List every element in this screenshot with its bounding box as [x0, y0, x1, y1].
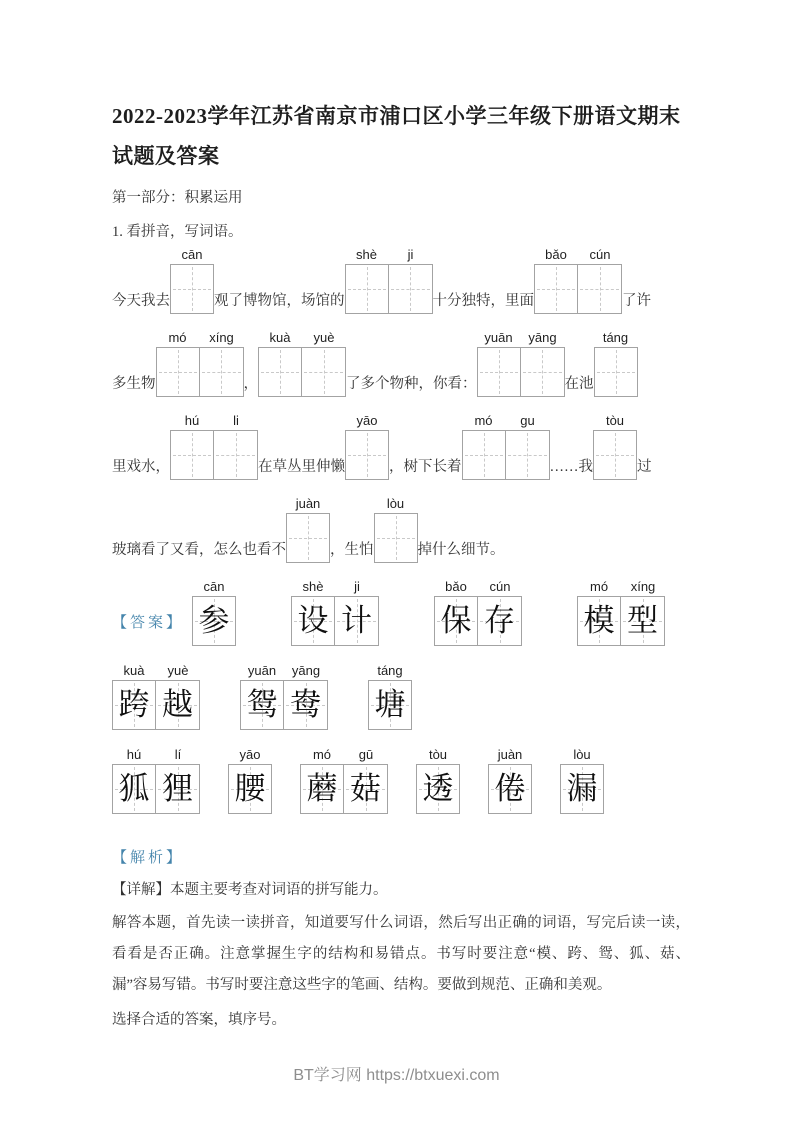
- pinyin-row: [291, 580, 379, 594]
- pinyin-row: [416, 748, 460, 762]
- detail-label: 【详解】: [112, 882, 170, 898]
- pinyin-label: lòu: [386, 496, 405, 511]
- answer-groups: [112, 664, 693, 730]
- writing-grid: [170, 264, 214, 314]
- writing-grid: [258, 347, 346, 397]
- pinyin-row: [112, 748, 200, 762]
- pinyin-label: shè: [302, 579, 324, 594]
- answer-groups: [112, 748, 693, 814]
- pinyin-label: bǎo: [545, 247, 567, 262]
- grid-cell: [621, 596, 665, 646]
- grid-cell: [577, 596, 621, 646]
- pinyin-label: hú: [126, 747, 142, 762]
- analysis-label: 【解析】: [112, 850, 185, 866]
- pinyin-row: [156, 331, 244, 345]
- question-line: [112, 497, 693, 563]
- grid-cell: [112, 764, 156, 814]
- pinyin-row: [593, 414, 637, 428]
- pinyin-row: [594, 331, 638, 345]
- pinyin-grid-group: [560, 748, 604, 814]
- answer-groups: [192, 580, 665, 646]
- pinyin-label: juàn: [295, 496, 321, 511]
- pinyin-grid-group: [477, 331, 565, 397]
- writing-grid: [345, 430, 389, 480]
- pinyin-grid-group: [156, 331, 244, 397]
- question-text: 掉什么细节。: [417, 542, 505, 558]
- pinyin-grid-group: [594, 331, 638, 397]
- grid-cell: [434, 596, 478, 646]
- detail-line: [112, 875, 693, 906]
- answer-character: 透: [422, 770, 454, 807]
- writing-grid: [112, 680, 200, 730]
- detail-paragraph: 解答本题，首先读一读拼音，知道要写什么词语，然后写出正确的词语，写完后读一读，看看是否正确。注意掌握生字的结构和易错点。书写时要注意“模、跨、鸳、狐、菇、漏”容易写错。书写时要注意这些字的笔画、结构。要做到规范、正确和美观。: [112, 915, 690, 993]
- grid-cell: [156, 680, 200, 730]
- answer-character: 腰: [234, 770, 266, 807]
- grid-cell: [302, 347, 346, 397]
- pinyin-label: kuà: [269, 330, 291, 345]
- answer-character: 狸: [162, 770, 193, 807]
- grid-cell: [300, 764, 344, 814]
- pinyin-label: cún: [589, 247, 611, 262]
- writing-grid: [374, 513, 418, 563]
- grid-cell: [345, 430, 389, 480]
- pinyin-label: shè: [356, 247, 377, 262]
- answer-label: 【答案】: [112, 615, 185, 631]
- next-question-prompt: 选择合适的答案，填序号。: [112, 1012, 286, 1028]
- pinyin-row: [170, 248, 214, 262]
- answer-character: 跨: [118, 686, 150, 723]
- pinyin-grid-group: [286, 497, 330, 563]
- grid-cell: [286, 513, 330, 563]
- answer-character: 保: [440, 602, 472, 639]
- writing-grid: [594, 347, 638, 397]
- answer-character: 塘: [374, 686, 406, 723]
- pinyin-label: gū: [358, 747, 374, 762]
- pinyin-label: yuè: [313, 330, 335, 345]
- grid-cell: [156, 347, 200, 397]
- question-line: [112, 414, 693, 480]
- pinyin-grid-group: [112, 664, 200, 730]
- question-line: [112, 248, 693, 314]
- question-line: [112, 331, 693, 397]
- answer-character: 倦: [494, 770, 526, 807]
- answer-character: 蘑: [306, 770, 338, 807]
- pinyin-label: yāng: [528, 330, 557, 345]
- detail-text: 本题主要考查对词语的拼写能力。: [170, 882, 388, 898]
- pinyin-row: [534, 248, 622, 262]
- grid-cell: [284, 680, 328, 730]
- pinyin-label: bǎo: [445, 579, 467, 594]
- pinyin-grid-group: [192, 580, 236, 646]
- grid-cell: [578, 264, 622, 314]
- question-text: 过: [637, 459, 652, 475]
- pinyin-label: ji: [354, 579, 360, 594]
- answer-character: 鸯: [290, 686, 321, 723]
- pinyin-grid-group: [374, 497, 418, 563]
- writing-grid: [300, 764, 388, 814]
- pinyin-row: [560, 748, 604, 762]
- question-text: 里戏水，: [112, 459, 170, 475]
- pinyin-grid-group: [368, 664, 412, 730]
- answer-row: [112, 580, 693, 646]
- pinyin-row: [368, 664, 412, 678]
- grid-cell: [416, 764, 460, 814]
- grid-cell: [477, 347, 521, 397]
- pinyin-row: [300, 748, 388, 762]
- writing-grid: [368, 680, 412, 730]
- pinyin-label: hú: [184, 413, 200, 428]
- question-text: 今天我去: [112, 293, 170, 309]
- answer-character: 菇: [350, 770, 381, 807]
- pinyin-label: cān: [181, 247, 203, 262]
- grid-cell: [594, 347, 638, 397]
- writing-grid: [170, 430, 258, 480]
- pinyin-label: li: [233, 413, 239, 428]
- pinyin-label: lí: [174, 747, 182, 762]
- grid-cell: [506, 430, 550, 480]
- pinyin-label: yāng: [291, 663, 321, 678]
- writing-grid: [593, 430, 637, 480]
- grid-cell: [200, 347, 244, 397]
- pinyin-row: [434, 580, 522, 594]
- pinyin-label: yuān: [484, 330, 513, 345]
- answer-character: 型: [627, 602, 659, 639]
- section-heading: 第一部分：积累运用: [112, 190, 243, 206]
- pinyin-label: táng: [377, 663, 403, 678]
- answer-character: 参: [198, 602, 230, 639]
- writing-grid: [156, 347, 244, 397]
- question-text: ，生怕: [330, 542, 374, 558]
- pinyin-label: mó: [474, 413, 493, 428]
- question-text: 玻璃看了又看，怎么也看不: [112, 542, 286, 558]
- answer-section: [112, 580, 693, 814]
- pinyin-label: yāo: [239, 747, 261, 762]
- writing-grid: [240, 680, 328, 730]
- question-text: 了多个物种，你看：: [346, 376, 477, 392]
- question-text: ……我: [549, 459, 593, 475]
- pinyin-label: kuà: [123, 663, 145, 678]
- pinyin-grid-group: [434, 580, 522, 646]
- answer-character: 漏: [566, 770, 598, 807]
- pinyin-label: mó: [168, 330, 187, 345]
- writing-grid: [291, 596, 379, 646]
- pinyin-row: [477, 331, 565, 345]
- pinyin-label: ji: [407, 247, 414, 262]
- question-text: ，: [243, 376, 258, 392]
- pinyin-grid-group: [170, 414, 258, 480]
- question-text: 了许: [622, 293, 651, 309]
- pinyin-row: [577, 580, 665, 594]
- question-text: 多生物: [112, 376, 156, 392]
- pinyin-row: [462, 414, 550, 428]
- answer-character: 存: [484, 602, 516, 639]
- pinyin-grid-group: [345, 414, 389, 480]
- pinyin-row: [240, 664, 328, 678]
- grid-cell: [335, 596, 379, 646]
- answer-character: 设: [297, 602, 329, 639]
- pinyin-grid-group: [291, 580, 379, 646]
- pinyin-grid-group: [300, 748, 388, 814]
- pinyin-label: táng: [602, 330, 629, 345]
- pinyin-label: gu: [520, 413, 535, 428]
- grid-cell: [170, 430, 214, 480]
- writing-grid: [345, 264, 433, 314]
- question-text: 观了博物馆，场馆的: [214, 293, 345, 309]
- answer-character: 鸳: [246, 686, 278, 723]
- pinyin-row: [258, 331, 346, 345]
- grid-cell: [488, 764, 532, 814]
- pinyin-grid-group: [593, 414, 637, 480]
- answer-character: 狐: [118, 770, 150, 807]
- writing-grid: [192, 596, 236, 646]
- pinyin-label: tòu: [605, 413, 625, 428]
- pinyin-label: cān: [203, 579, 225, 594]
- pinyin-label: juàn: [497, 747, 523, 762]
- answer-character: 模: [583, 602, 615, 639]
- writing-grid: [488, 764, 532, 814]
- question-text: 在池: [564, 376, 594, 392]
- pinyin-grid-group: [416, 748, 460, 814]
- grid-cell: [112, 680, 156, 730]
- grid-cell: [593, 430, 637, 480]
- grid-cell: [534, 264, 578, 314]
- pinyin-row: [286, 497, 330, 511]
- answer-character: 越: [162, 686, 193, 723]
- pinyin-grid-group: [240, 664, 328, 730]
- pinyin-label: cún: [489, 579, 511, 594]
- question-text: ，树下长着: [389, 459, 462, 475]
- pinyin-label: xíng: [630, 579, 656, 594]
- pinyin-grid-group: [345, 248, 433, 314]
- grid-cell: [389, 264, 433, 314]
- grid-cell: [240, 680, 284, 730]
- grid-cell: [214, 430, 258, 480]
- pinyin-row: [192, 580, 236, 594]
- grid-cell: [291, 596, 335, 646]
- footer-site-link[interactable]: BT学习网 https://btxuexi.com: [293, 1067, 500, 1084]
- question-prompt: 1. 看拼音，写词语。: [112, 224, 243, 240]
- pinyin-grid-group: [534, 248, 622, 314]
- pinyin-label: mó: [312, 747, 332, 762]
- pinyin-label: xíng: [209, 330, 234, 345]
- page-title: 2022-2023学年江苏省南京市浦口区小学三年级下册语文期末试题及答案: [112, 104, 681, 168]
- writing-grid: [560, 764, 604, 814]
- answer-character: 计: [341, 602, 373, 639]
- pinyin-row: [345, 248, 433, 262]
- pinyin-row: [345, 414, 389, 428]
- question-lines: [112, 248, 693, 563]
- writing-grid: [534, 264, 622, 314]
- writing-grid: [286, 513, 330, 563]
- grid-cell: [368, 680, 412, 730]
- pinyin-row: [170, 414, 258, 428]
- question-text: 十分独特，里面: [432, 293, 534, 309]
- pinyin-grid-group: [462, 414, 550, 480]
- pinyin-row: [228, 748, 272, 762]
- pinyin-label: mó: [589, 579, 609, 594]
- grid-cell: [345, 264, 389, 314]
- pinyin-row: [374, 497, 418, 511]
- writing-grid: [112, 764, 200, 814]
- pinyin-label: yāo: [356, 413, 378, 428]
- pinyin-grid-group: [170, 248, 214, 314]
- pinyin-row: [488, 748, 532, 762]
- grid-cell: [170, 264, 214, 314]
- pinyin-grid-group: [228, 748, 272, 814]
- grid-cell: [462, 430, 506, 480]
- grid-cell: [478, 596, 522, 646]
- writing-grid: [577, 596, 665, 646]
- grid-cell: [344, 764, 388, 814]
- pinyin-label: tòu: [428, 747, 448, 762]
- grid-cell: [192, 596, 236, 646]
- pinyin-label: lòu: [573, 747, 591, 762]
- pinyin-row: [112, 664, 200, 678]
- grid-cell: [156, 764, 200, 814]
- question-text: 在草丛里伸懒: [258, 459, 345, 475]
- grid-cell: [560, 764, 604, 814]
- pinyin-grid-group: [112, 748, 200, 814]
- grid-cell: [228, 764, 272, 814]
- writing-grid: [228, 764, 272, 814]
- pinyin-grid-group: [488, 748, 532, 814]
- grid-cell: [258, 347, 302, 397]
- writing-grid: [416, 764, 460, 814]
- pinyin-grid-group: [258, 331, 346, 397]
- grid-cell: [521, 347, 565, 397]
- pinyin-label: yuān: [247, 663, 277, 678]
- pinyin-grid-group: [577, 580, 665, 646]
- grid-cell: [374, 513, 418, 563]
- pinyin-label: yuè: [167, 663, 189, 678]
- writing-grid: [462, 430, 550, 480]
- writing-grid: [477, 347, 565, 397]
- writing-grid: [434, 596, 522, 646]
